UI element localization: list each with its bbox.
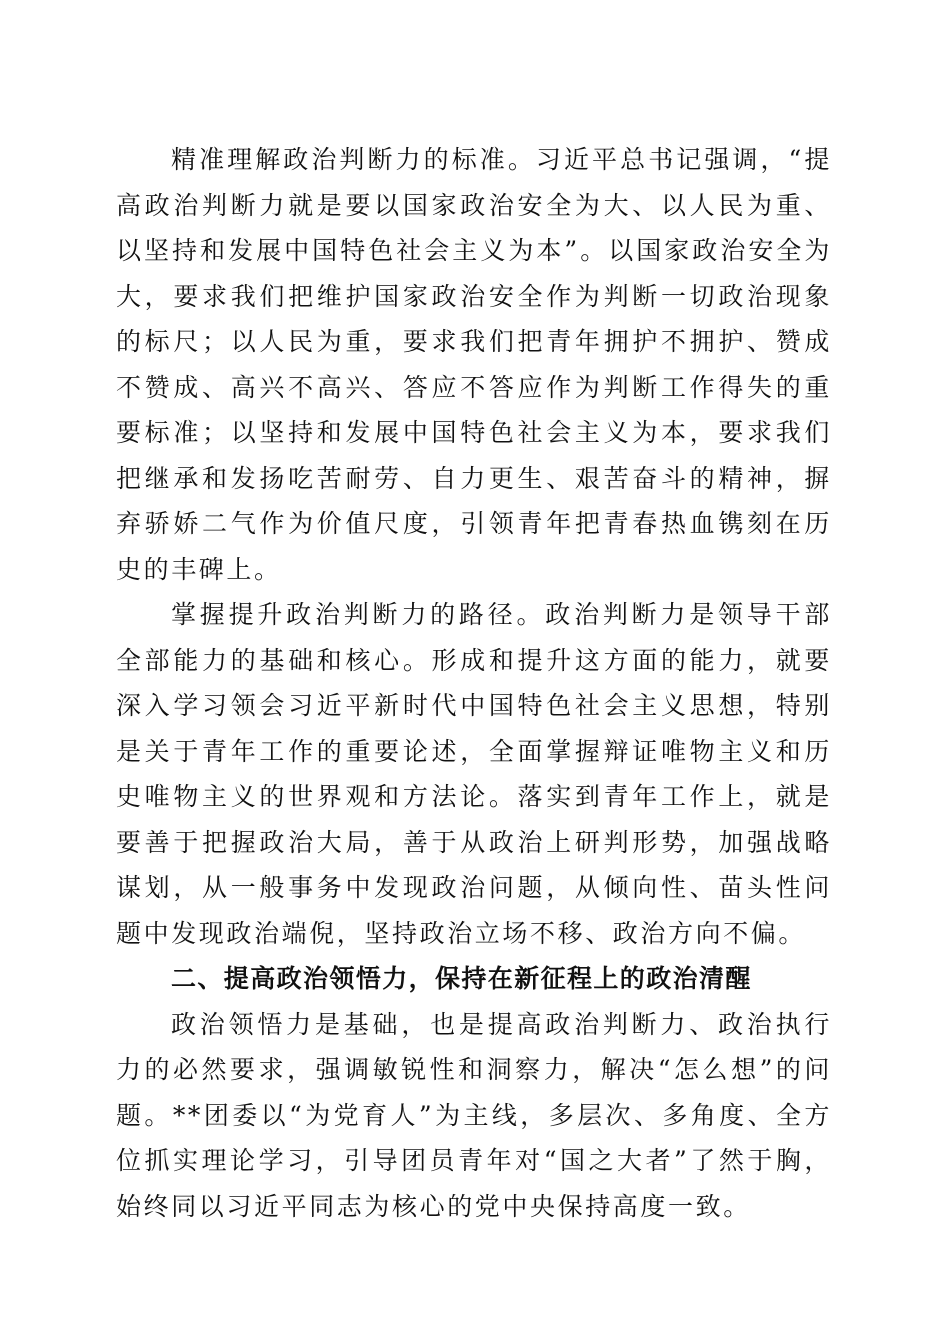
paragraph-judgment-path: 掌握提升政治判断力的路径。政治判断力是领导干部全部能力的基础和核心。形成和提升这方面的能力，就要深入学习领会习近平新时代中国特色社会主义思想，特别是关于青年工作的重要论述，全面掌握辩证唯物主义和历史唯物主义的世界观和方法论。落实到青年工作上，就是要善于把握政治大局，善于从政治上研判形势，加强战略谋划，从一般事务中发现政治问题，从倾向性、苗头性问题中发现政治端倪，坚持政治立场不移、政治方向不偏。 <box>116 600 832 948</box>
paragraph-comprehension: 政治领悟力是基础，也是提高政治判断力、政治执行力的必然要求，强调敏锐性和洞察力，解决“怎么想”的问题。**团委以“为党育人”为主线，多层次、多角度、全方位抓实理论学习，引导团员青年对“国之大者”了然于胸，始终同以习近平同志为核心的党中央保持高度一致。 <box>116 1009 832 1221</box>
paragraph-judgment-standard: 精准理解政治判断力的标准。习近平总书记强调，“提高政治判断力就是要以国家政治安全为大、以人民为重、以坚持和发展中国特色社会主义为本”。以国家政治安全为大，要求我们把维护国家政治安全作为判断一切政治现象的标尺；以人民为重，要求我们把青年拥护不拥护、赞成不赞成、高兴不高兴、答应不答应作为判断工作得失的重要标准；以坚持和发展中国特色社会主义为本，要求我们把继承和发扬吃苦耐劳、自力更生、艰苦奋斗的精神，摒弃骄娇二气作为价值尺度，引领青年把青春热血镌刻在历史的丰碑上。 <box>116 145 832 584</box>
section-heading: 二、提高政治领悟力，保持在新征程上的政治清醒 <box>171 964 752 993</box>
document-body <box>116 137 832 1229</box>
